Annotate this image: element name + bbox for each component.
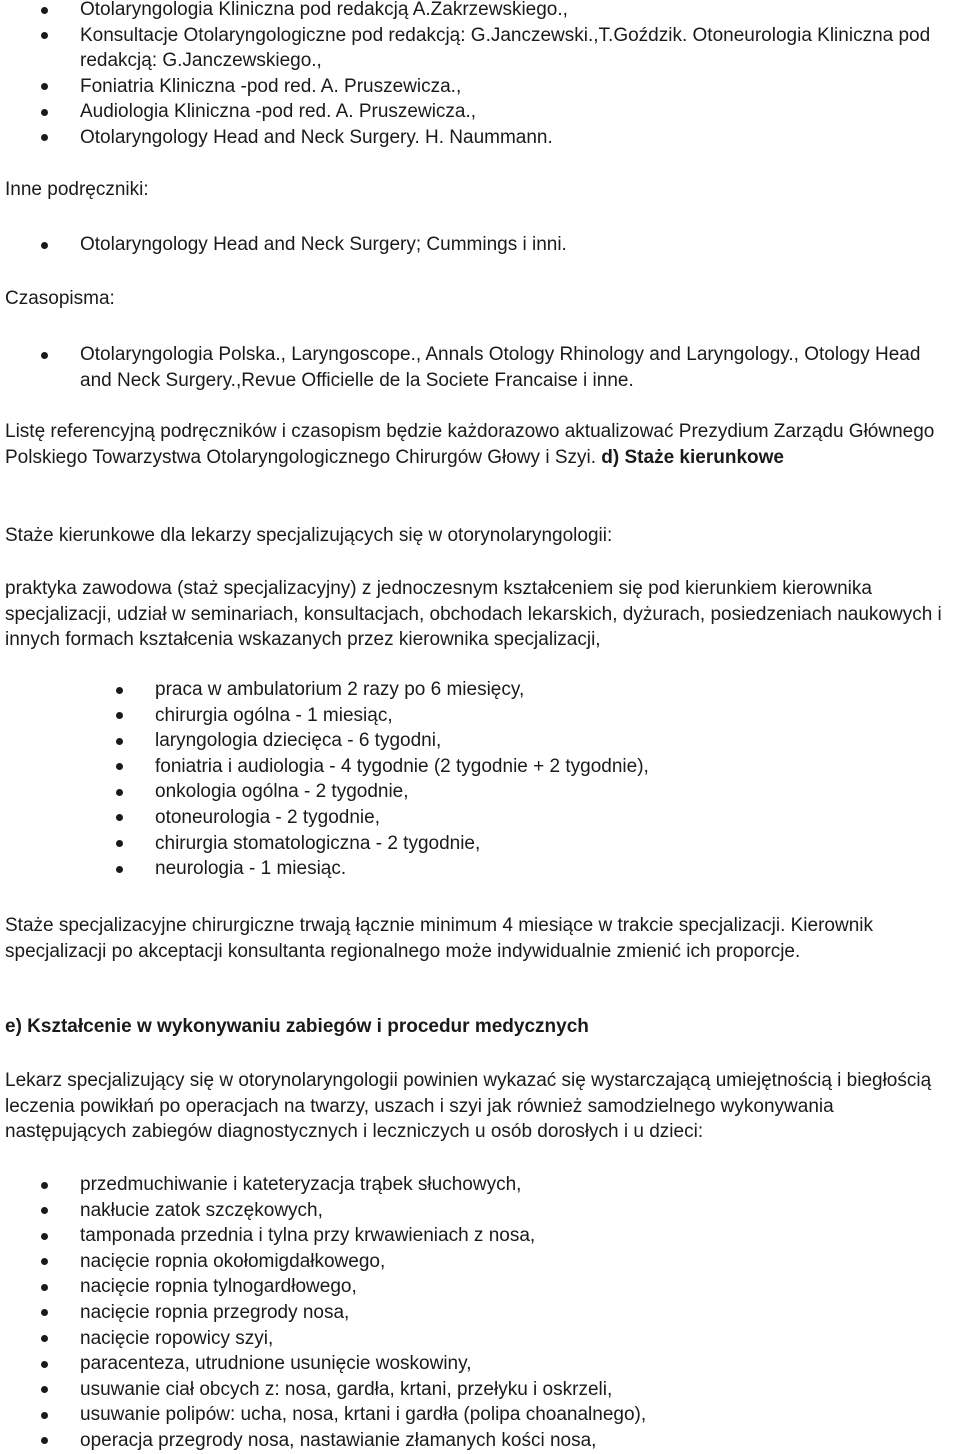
list-item: otoneurologia - 2 tygodnie, — [5, 805, 956, 831]
list-item: nacięcie ropnia tylnogardłowego, — [5, 1274, 956, 1300]
list-item: usuwanie ciał obcych z: nosa, gardła, krtani, przełyku i oskrzeli, — [5, 1377, 956, 1403]
list-item: nacięcie ropowicy szyi, — [5, 1326, 956, 1352]
list-item: foniatria i audiologia - 4 tygodnie (2 tygodnie + 2 tygodnie), — [5, 754, 956, 780]
other-textbooks-heading: Inne podręczniki: — [5, 179, 149, 200]
list-item: Konsultacje Otolaryngologiczne pod redakcją: G.Janczewski.,T.Goździk. Otoneurologia Kliniczna pod redakcją: G.Janczewskiego., — [5, 23, 956, 74]
list-item: nacięcie ropnia okołomigdałkowego, — [5, 1249, 956, 1275]
internships-list — [5, 677, 956, 882]
list-item: Otolaryngology Head and Neck Surgery. H. Naummann. — [5, 125, 956, 151]
list-item: paracenteza, utrudnione usunięcie woskowiny, — [5, 1351, 956, 1377]
list-item: nacięcie ropnia przegrody nosa, — [5, 1300, 956, 1326]
journals-heading: Czasopisma: — [5, 288, 115, 309]
list-item: chirurgia ogólna - 1 miesiąc, — [5, 703, 956, 729]
list-item: neurologia - 1 miesiąc. — [5, 856, 956, 882]
list-item: nakłucie zatok szczękowych, — [5, 1198, 956, 1224]
other-textbooks-list — [5, 232, 956, 258]
list-item: onkologia ogólna - 2 tygodnie, — [5, 779, 956, 805]
section-d-title: d) Staże kierunkowe — [601, 446, 784, 468]
list-item: Foniatria Kliniczna -pod red. A. Pruszewicza., — [5, 74, 956, 100]
section-e-intro: Lekarz specjalizujący się w otorynolaryngologii powinien wykazać się wystarczającą umiejętnością i biegłością leczenia powikłań po operacjach na twarzy, uszach i szyi jak również samodzielnego wykonywania następujących zabiegów diagnostycznych i leczniczych u osób dorosłych i u dzieci: — [5, 1070, 932, 1143]
internships-intro: Staże kierunkowe dla lekarzy specjalizujących się w otorynolaryngologii: — [5, 525, 613, 546]
list-item: przedmuchiwanie i kateteryzacja trąbek słuchowych, — [5, 1172, 956, 1198]
list-item: Otolaryngologia Polska., Laryngoscope., Annals Otology Rhinology and Laryngology., Otology Head and Neck Surgery.,Revue Officielle de la Societe Francaise i inne. — [5, 342, 956, 393]
list-item: tamponada przednia i tylna przy krwawieniach z nosa, — [5, 1223, 956, 1249]
list-item: chirurgia stomatologiczna - 2 tygodnie, — [5, 831, 956, 857]
section-e-title: e) Kształcenie w wykonywaniu zabiegów i procedur medycznych — [5, 1016, 589, 1037]
list-item: Otolaryngologia Kliniczna pod redakcją A.Zakrzewskiego., — [5, 0, 956, 23]
journals-list — [5, 342, 956, 393]
list-item: Audiologia Kliniczna -pod red. A. Pruszewicza., — [5, 99, 956, 125]
internships-summary: Staże specjalizacyjne chirurgiczne trwają łącznie minimum 4 miesiące w trakcie specjalizacji. Kierownik specjalizacji po akceptacji konsultanta regionalnego może indywidualnie zmienić ich proporcje. — [5, 915, 873, 962]
procedures-list — [5, 1172, 956, 1454]
list-item: usuwanie polipów: ucha, nosa, krtani i gardła (polipa choanalnego), — [5, 1402, 956, 1428]
textbooks-list — [5, 0, 956, 151]
list-item: Otolaryngology Head and Neck Surgery; Cummings i inni. — [5, 232, 956, 258]
reference-paragraph — [5, 419, 956, 470]
list-item: laryngologia dziecięca - 6 tygodni, — [5, 728, 956, 754]
reference-text: Listę referencyjną podręczników i czasopism będzie każdorazowo aktualizować Prezydium Zarządu Głównego Polskiego Towarzystwa Otolaryngologicznego Chirurgów Głowy i Szyi. — [5, 421, 935, 468]
list-item: praca w ambulatorium 2 razy po 6 miesięcy, — [5, 677, 956, 703]
list-item: operacja przegrody nosa, nastawianie złamanych kości nosa, — [5, 1428, 956, 1454]
internships-description: praktyka zawodowa (staż specjalizacyjny) z jednoczesnym kształceniem się pod kierunkiem kierownika specjalizacji, udział w seminariach, konsultacjach, obchodach lekarskich, dyżurach, posiedzeniach naukowych i innych formach kształcenia wskazanych przez kierownika specjalizacji, — [5, 578, 942, 651]
